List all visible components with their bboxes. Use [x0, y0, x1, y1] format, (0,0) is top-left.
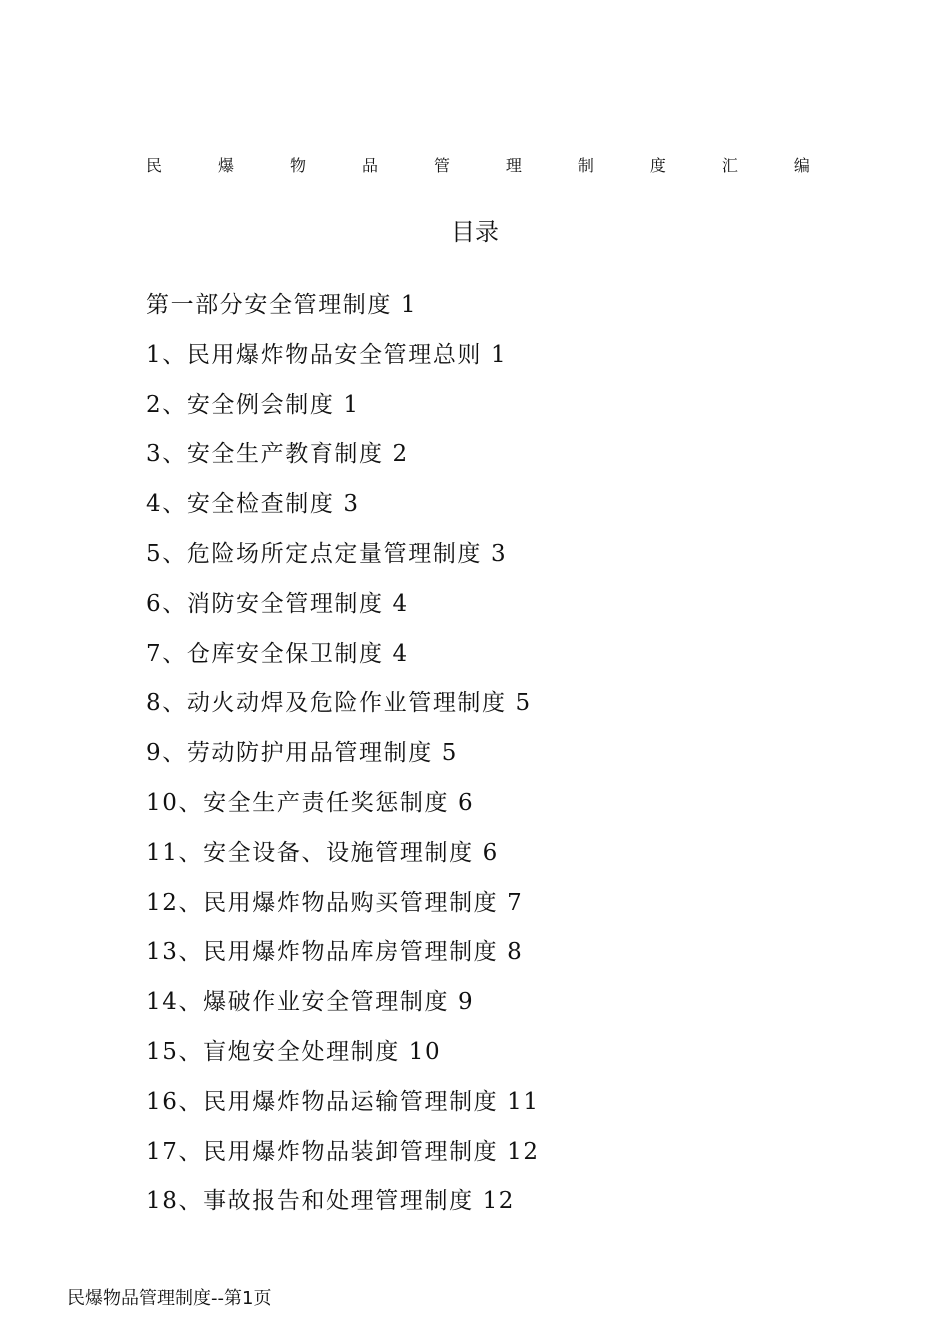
- toc-item[interactable]: 6、消防安全管理制度 4: [146, 590, 409, 617]
- document-title-char: 汇: [721, 156, 738, 175]
- toc-item[interactable]: 8、动火动焊及危险作业管理制度 5: [146, 690, 532, 717]
- toc-item[interactable]: 5、危险场所定点定量管理制度 3: [146, 540, 508, 567]
- document-title-char: 管: [433, 156, 450, 175]
- toc-item[interactable]: 7、仓库安全保卫制度 4: [146, 640, 409, 667]
- page-footer: 民爆物品管理制度--第1页: [67, 1288, 272, 1309]
- toc-item[interactable]: 18、事故报告和处理管理制度 12: [146, 1188, 516, 1215]
- toc-item[interactable]: 17、民用爆炸物品装卸管理制度 12: [146, 1138, 540, 1165]
- document-title-char: 编: [793, 156, 810, 175]
- toc-item[interactable]: 4、安全检查制度 3: [146, 491, 360, 518]
- toc-item[interactable]: 9、劳动防护用品管理制度 5: [146, 740, 458, 767]
- toc-list: [146, 288, 540, 1234]
- toc-item[interactable]: 14、爆破作业安全管理制度 9: [146, 989, 475, 1016]
- toc-item[interactable]: 2、安全例会制度 1: [146, 391, 360, 418]
- toc-item[interactable]: 11、安全设备、设施管理制度 6: [146, 839, 499, 866]
- document-title-char: 民: [146, 156, 163, 175]
- document-title-char: 制: [577, 156, 594, 175]
- toc-item-part-one[interactable]: 第一部分安全管理制度 1: [146, 292, 418, 318]
- toc-item[interactable]: 16、民用爆炸物品运输管理制度 11: [146, 1088, 540, 1115]
- document-title-char: 物: [289, 156, 306, 175]
- toc-item[interactable]: 15、盲炮安全处理制度 10: [146, 1038, 442, 1065]
- toc-item[interactable]: 10、安全生产责任奖惩制度 6: [146, 789, 475, 816]
- document-title-char: 度: [649, 156, 666, 175]
- toc-item[interactable]: 3、安全生产教育制度 2: [146, 441, 409, 468]
- toc-item[interactable]: 13、民用爆炸物品库房管理制度 8: [146, 939, 524, 966]
- document-title-char: 理: [505, 156, 522, 175]
- document-title-char: 品: [361, 156, 378, 175]
- document-title: [146, 154, 810, 178]
- toc-heading: 目录: [451, 218, 499, 246]
- toc-item[interactable]: 1、民用爆炸物品安全管理总则 1: [146, 341, 508, 368]
- toc-item[interactable]: 12、民用爆炸物品购买管理制度 7: [146, 889, 524, 916]
- document-title-char: 爆: [217, 156, 234, 175]
